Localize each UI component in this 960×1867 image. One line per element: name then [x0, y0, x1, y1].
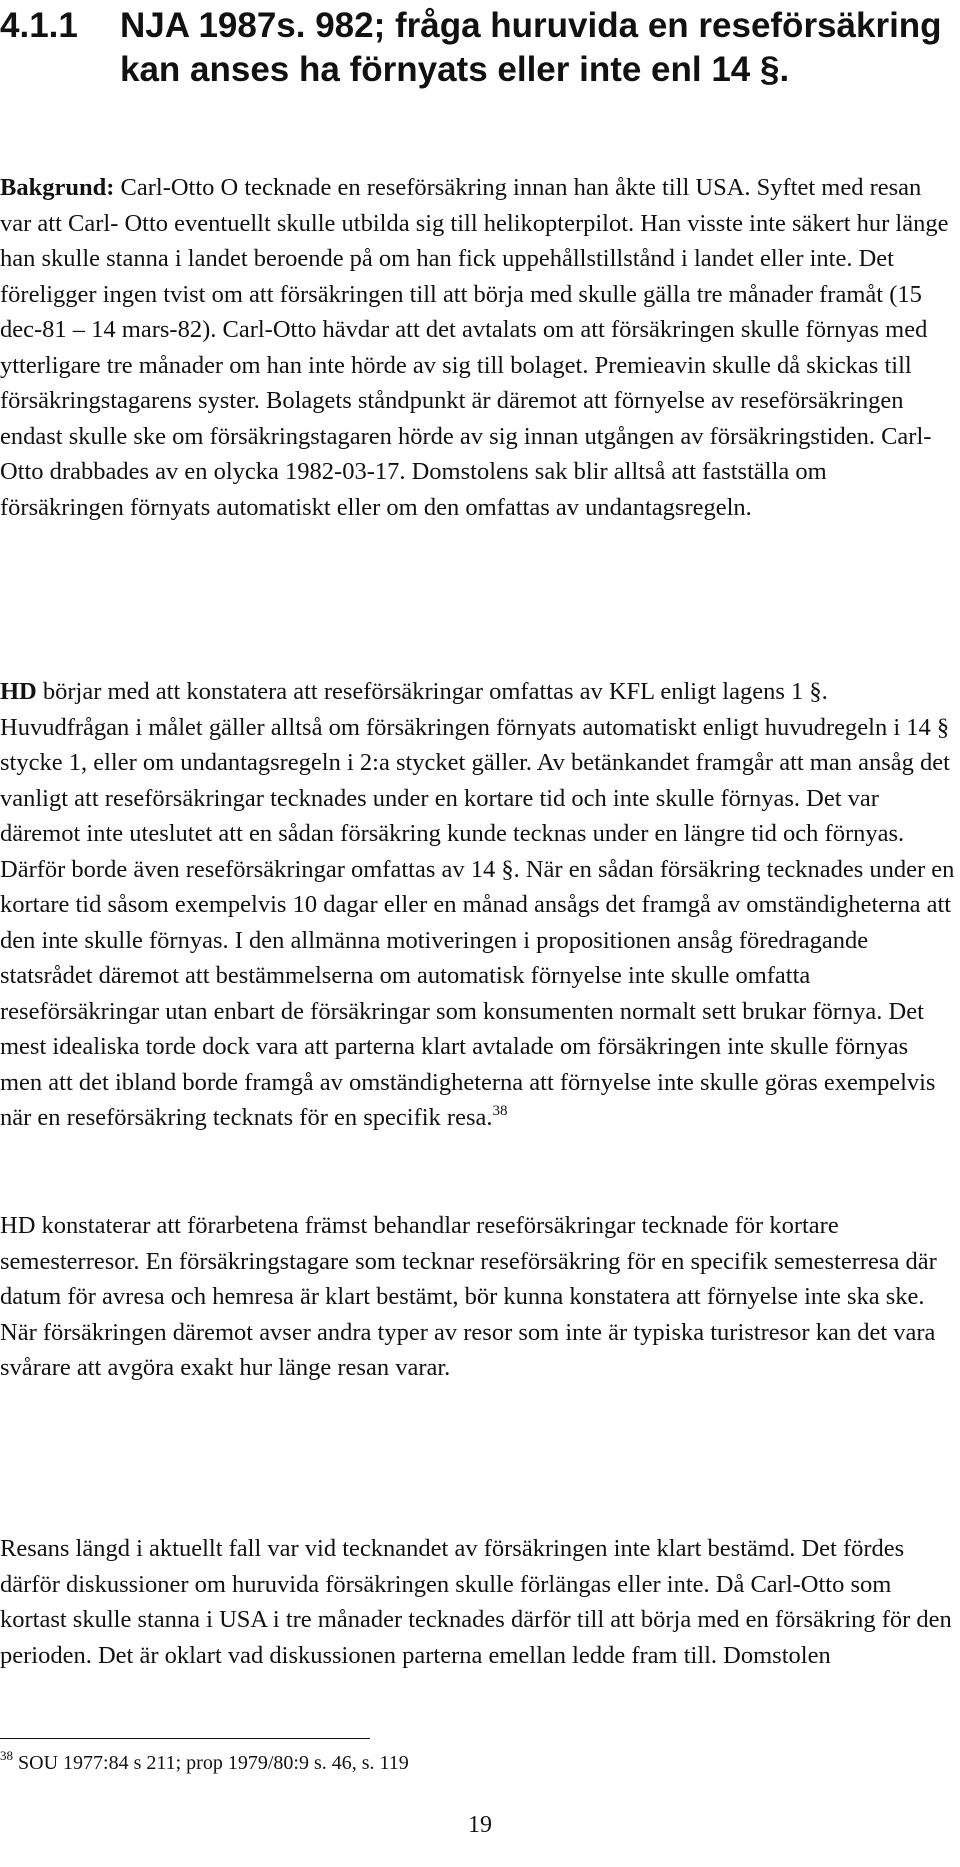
paragraph-trip-length: [0, 1531, 955, 1673]
paragraph-text: börjar med att konstatera att reseförsäkringar omfattas av KFL enligt lagens 1 §. Huvudfrågan i målet gäller alltså om försäkringen förnyats automatiskt enligt huvudregeln i 14 § stycke 1, eller om undantagsregeln i 2:a stycket gäller. Av betänkandet framgår att man ansåg det vanligt att reseförsäkringar tecknades under en kortare tid och inte skulle förnyas. Det var däremot inte uteslutet att en sådan försäkring kunde tecknas under en längre tid och förnyas. Därför borde även reseförsäkringar omfattas av 14 §. När en sådan försäkring tecknades under en kortare tid såsom exempelvis 10 dagar eller en månad ansågs det framgå av omständigheterna att den inte skulle förnyas. I den allmänna motiveringen i propositionen ansåg föredragande statsrådet däremot att bestämmelserna om automatisk förnyelse inte skulle omfatta reseförsäkringar utan enbart de försäkringar som konsumenten normalt sett brukar förnya. Det mest idealiska torde dock vara att parterna klart avtalade om försäkringen inte skulle förnyas men att det ibland borde framgå av omständigheterna att förnyelse inte skulle göras exempelvis när en reseförsäkring tecknats för en specifik resa.: [0, 678, 955, 1131]
paragraph-lead-hd: HD: [0, 678, 37, 705]
paragraph-lead-background: Bakgrund:: [0, 174, 115, 201]
page-number: 19: [468, 1812, 492, 1838]
paragraph-text: Carl-Otto O tecknade en reseförsäkring innan han åkte till USA. Syftet med resan var att Carl- Otto eventuellt skulle utbilda sig till helikopterpilot. Han visste inte säkert hur länge han skulle stanna i landet beroende på om han fick uppehållstillstånd i landet eller inte. Det föreligger ingen tvist om att försäkringen till att börja med skulle gälla tre månader framåt (15 dec-81 – 14 mars-82). Carl-Otto hävdar att det avtalats om att försäkringen skulle förnyas med ytterligare tre månader om han inte hörde av sig till bolaget. Premieavin skulle då skickas till försäkringstagarens syster. Bolagets ståndpunkt är däremot att förnyelse av reseförsäkringen endast skulle ske om försäkringstagaren hörde av sig innan utgången av försäkringstiden. Carl-Otto drabbades av en olycka 1982-03-17. Domstolens sak blir alltså att fastställa om försäkringen förnyats automatiskt eller om den omfattas av undantagsregeln.: [0, 174, 949, 521]
footnote-separator: [0, 1738, 370, 1739]
footnote: [0, 1750, 955, 1776]
paragraph-text: HD konstaterar att förarbetena främst behandlar reseförsäkringar tecknade för kortare semesterresor. En försäkringstagare som tecknar reseförsäkring för en specifik semesterresa där datum för avresa och hemresa är klart bestämt, bör kunna konstatera att förnyelse inte ska ske. När försäkringen däremot avser andra typer av resor som inte är typiska turistresor kan det vara svårare att avgöra exakt hur länge resan varar.: [0, 1212, 937, 1381]
paragraph-hd-ruling: [0, 674, 955, 1136]
paragraph-hd-conclusion: [0, 1208, 955, 1386]
paragraph-text: Resans längd i aktuellt fall var vid tecknandet av försäkringen inte klart bestämd. Det fördes därför diskussioner om huruvida försäkringen skulle förlängas eller inte. Då Carl-Otto som kortast skulle stanna i USA i tre månader tecknades därför till att börja med en försäkring för den perioden. Det är oklart vad diskussionen parterna emellan ledde fram till. Domstolen: [0, 1535, 952, 1669]
footnote-text: SOU 1977:84 s 211; prop 1979/80:9 s. 46, s. 119: [13, 1752, 409, 1774]
section-number: 4.1.1: [0, 6, 78, 45]
section-heading: [0, 4, 955, 92]
footnote-marker: 38: [0, 1748, 13, 1763]
paragraph-background: [0, 170, 955, 525]
section-title: NJA 1987s. 982; fråga huruvida en reseförsäkring kan anses ha förnyats eller inte enl 14 §.: [120, 6, 942, 89]
footnote-reference: 38: [492, 1103, 508, 1119]
